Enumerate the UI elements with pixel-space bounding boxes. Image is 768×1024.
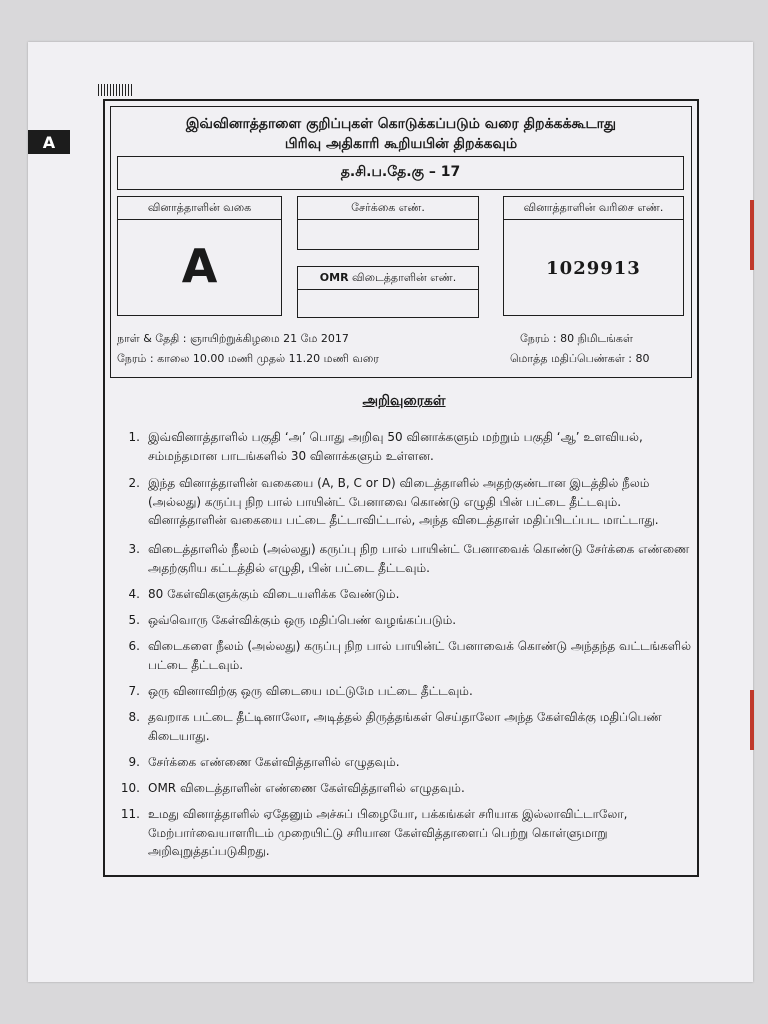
omr-number-label: OMR விடைத்தாளின் எண். [298, 267, 478, 290]
booklet-type-label: வினாத்தாளின் வகை [118, 197, 281, 220]
instruction-item: 9. சேர்க்கை எண்ணை கேள்வித்தாளில் எழுதவும். [128, 755, 400, 769]
instruction-item: 10. OMR விடைத்தாளின் எண்ணை கேள்வித்தாளில் எழுதவும். [120, 781, 465, 795]
exam-date: நாள் & தேதி : ஞாயிற்றுக்கிழமை 21 மே 2017 [117, 332, 349, 345]
omr-number-box[interactable] [297, 266, 479, 318]
instruction-item: 7. ஒரு வினாவிற்கு ஒரு விடையை மட்டுமே பட்டை தீட்டவும். [128, 684, 473, 698]
header-line-1: இவ்வினாத்தாளை குறிப்புகள் கொடுக்கப்படும் வரை திறக்கக்கூடாது [185, 116, 617, 132]
instructions-title: அறிவுரைகள் [362, 393, 446, 409]
registration-number-box[interactable] [297, 196, 479, 250]
booklet-type-box [117, 196, 282, 316]
instruction-item: 8. தவறாக பட்டை தீட்டினாலோ, அடித்தல் திருத்தங்கள் செய்தாலோ அந்த கேள்விக்கு மதிப்பெண் கிடையாது. [128, 710, 662, 743]
paper-code: த.சி.ப.தே.கு – 17 [117, 156, 684, 190]
instruction-item: 5. ஒவ்வொரு கேள்விக்கும் ஒரு மதிப்பெண் வழங்கப்படும். [128, 613, 457, 627]
booklet-side-tab: A [28, 130, 70, 154]
serial-number-label: வினாத்தாளின் வரிசை எண். [504, 197, 683, 220]
instruction-item: 4. 80 கேள்விகளுக்கும் விடையளிக்க வேண்டும். [128, 587, 400, 601]
total-marks: மொத்த மதிப்பெண்கள் : 80 [510, 352, 650, 365]
registration-number-label: சேர்க்கை எண். [298, 197, 478, 220]
serial-number-box [503, 196, 684, 316]
barcode-mark [98, 84, 134, 96]
exam-duration: நேரம் : 80 நிமிடங்கள் [520, 332, 633, 345]
instruction-item: 3. விடைத்தாளில் நீலம் (அல்லது) கருப்பு நிற பால் பாயின்ட் பேனாவைக் கொண்டு சேர்க்கை எண்ணை அதற்குரிய கட்டத்தில் எழுதி, பின் பட்டை தீட்டவும். [128, 542, 690, 575]
instruction-item: 11. உமது வினாத்தாளில் ஏதேனும் அச்சுப் பிழையோ, பக்கங்கள் சரியாக இல்லாவிட்டாலோ, மேற்பார்வையாளரிடம் முறையிட்டு சரியான கேள்வித்தாளைப் பெற்று கொள்ளுமாறு அறிவுறுத்தப்படுகிறது. [120, 807, 628, 858]
exam-time: நேரம் : காலை 10.00 மணி முதல் 11.20 மணி வரை [117, 352, 379, 365]
red-edge-mark [750, 200, 754, 270]
instruction-item: 2. இந்த வினாத்தாளின் வகையை (A, B, C or D) விடைத்தாளில் அதற்குண்டான இடத்தில் நீலம் (அல்லது) கருப்பு நிற பால் பாயின்ட் பேனாவை கொண்டு எழுதி பின் பட்டை தீட்டவும். வினாத்தாளின் வகையை பட்டை தீட்டாவிட்டால், அந்த விடைத்தாள் மதிப்பிடப்பட மாட்டாது. [128, 476, 659, 527]
red-edge-mark [750, 690, 754, 750]
instruction-item: 1. இவ்வினாத்தாளில் பகுதி ‘அ’ பொது அறிவு 50 வினாக்களும் மற்றும் பகுதி ‘ஆ’ உளவியல், சம்மந்தமான பாடங்களில் 30 வினாக்களும் உள்ளன. [128, 430, 643, 463]
serial-number-value: 1029913 [546, 258, 641, 279]
header-line-2: பிரிவு அதிகாரி கூறியபின் திறக்கவும் [284, 136, 518, 152]
instruction-item: 6. விடைகளை நீலம் (அல்லது) கருப்பு நிற பால் பாயின்ட் பேனாவைக் கொண்டு அந்தந்த வட்டங்களில் பட்டை தீட்டவும். [128, 639, 692, 672]
booklet-type-value: A [181, 239, 218, 293]
